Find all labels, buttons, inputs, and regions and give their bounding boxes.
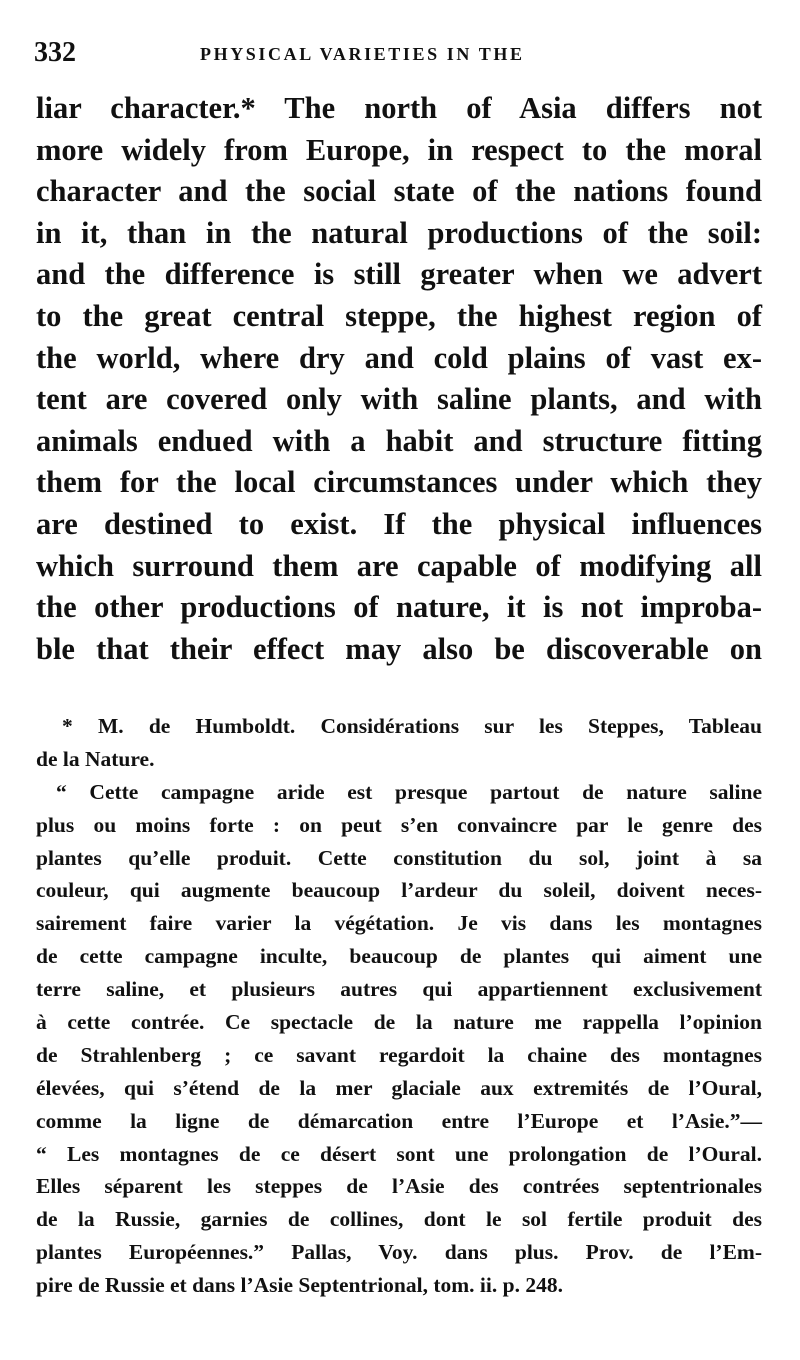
footnote-line: plantes Européennes.” Pallas, Voy. dans plus. Prov. de l’Em- bbox=[36, 1240, 762, 1265]
body-line: which surround them are capable of modifying all bbox=[36, 548, 762, 583]
body-line: to the great central steppe, the highest region of bbox=[36, 298, 762, 333]
body-line: and the difference is still greater when we advert bbox=[36, 257, 762, 292]
footnote-line: sairement faire varier la végétation. Je vis dans les montagnes bbox=[36, 911, 762, 936]
footnote-line: plantes qu’elle produit. Cette constitution du sol, joint à sa bbox=[36, 845, 762, 870]
footnotes bbox=[36, 710, 762, 1302]
page-number: 332 bbox=[34, 37, 76, 68]
footnote-line: de cette campagne inculte, beaucoup de plantes qui aiment une bbox=[36, 944, 762, 969]
footnote-line: à cette contrée. Ce spectacle de la nature me rappella l’opinion bbox=[36, 1010, 762, 1035]
body-line: in it, than in the natural productions of the soil: bbox=[36, 215, 762, 250]
footnote-line: comme la ligne de démarcation entre l’Europe et l’Asie.”— bbox=[36, 1108, 762, 1133]
body-line: liar character.* The north of Asia differs not bbox=[36, 91, 762, 125]
footnote-line: de la Nature. bbox=[36, 746, 155, 771]
body-line: the other productions of nature, it is not improba- bbox=[36, 590, 762, 625]
running-head bbox=[34, 36, 774, 76]
footnote-line: de Strahlenberg ; ce savant regardoit la chaine des montagnes bbox=[36, 1042, 762, 1067]
footnote-line: terre saline, et plusieurs autres qui appartiennent exclusivement bbox=[36, 977, 762, 1002]
running-head-title: PHYSICAL VARIETIES IN THE bbox=[200, 44, 525, 64]
body-line: the world, where dry and cold plains of vast ex- bbox=[36, 340, 762, 375]
footnote-line: plus ou moins forte : on peut s’en convaincre par le genre des bbox=[36, 812, 762, 837]
body-line: them for the local circumstances under which they bbox=[36, 465, 762, 500]
body-line: character and the social state of the nations found bbox=[36, 174, 762, 209]
footnote-line: “ Les montagnes de ce désert sont une prolongation de l’Oural. bbox=[36, 1141, 762, 1166]
footnote-line: * M. de Humboldt. Considérations sur les Steppes, Tableau bbox=[62, 714, 762, 738]
body-line: ble that their effect may also be discoverable on bbox=[36, 631, 762, 666]
body-line: animals endued with a habit and structure fitting bbox=[36, 423, 762, 458]
footnote-line: élevées, qui s’étend de la mer glaciale aux extremités de l’Oural, bbox=[36, 1075, 762, 1100]
body-line: more widely from Europe, in respect to the moral bbox=[36, 132, 762, 167]
footnote-line: de la Russie, garnies de collines, dont le sol fertile produit des bbox=[36, 1207, 762, 1232]
footnote-line: “ Cette campagne aride est presque partout de nature saline bbox=[56, 779, 762, 804]
body-line: are destined to exist. If the physical influences bbox=[36, 506, 762, 541]
footnote-line: couleur, qui augmente beaucoup l’ardeur du soleil, doivent neces- bbox=[36, 878, 762, 903]
footnote-line: Elles séparent les steppes de l’Asie des contrées septentrionales bbox=[36, 1174, 762, 1199]
footnote-line: pire de Russie et dans l’Asie Septentrional, tom. ii. p. 248. bbox=[36, 1273, 563, 1298]
body-line: tent are covered only with saline plants, and with bbox=[36, 382, 762, 417]
main-text bbox=[36, 88, 762, 670]
